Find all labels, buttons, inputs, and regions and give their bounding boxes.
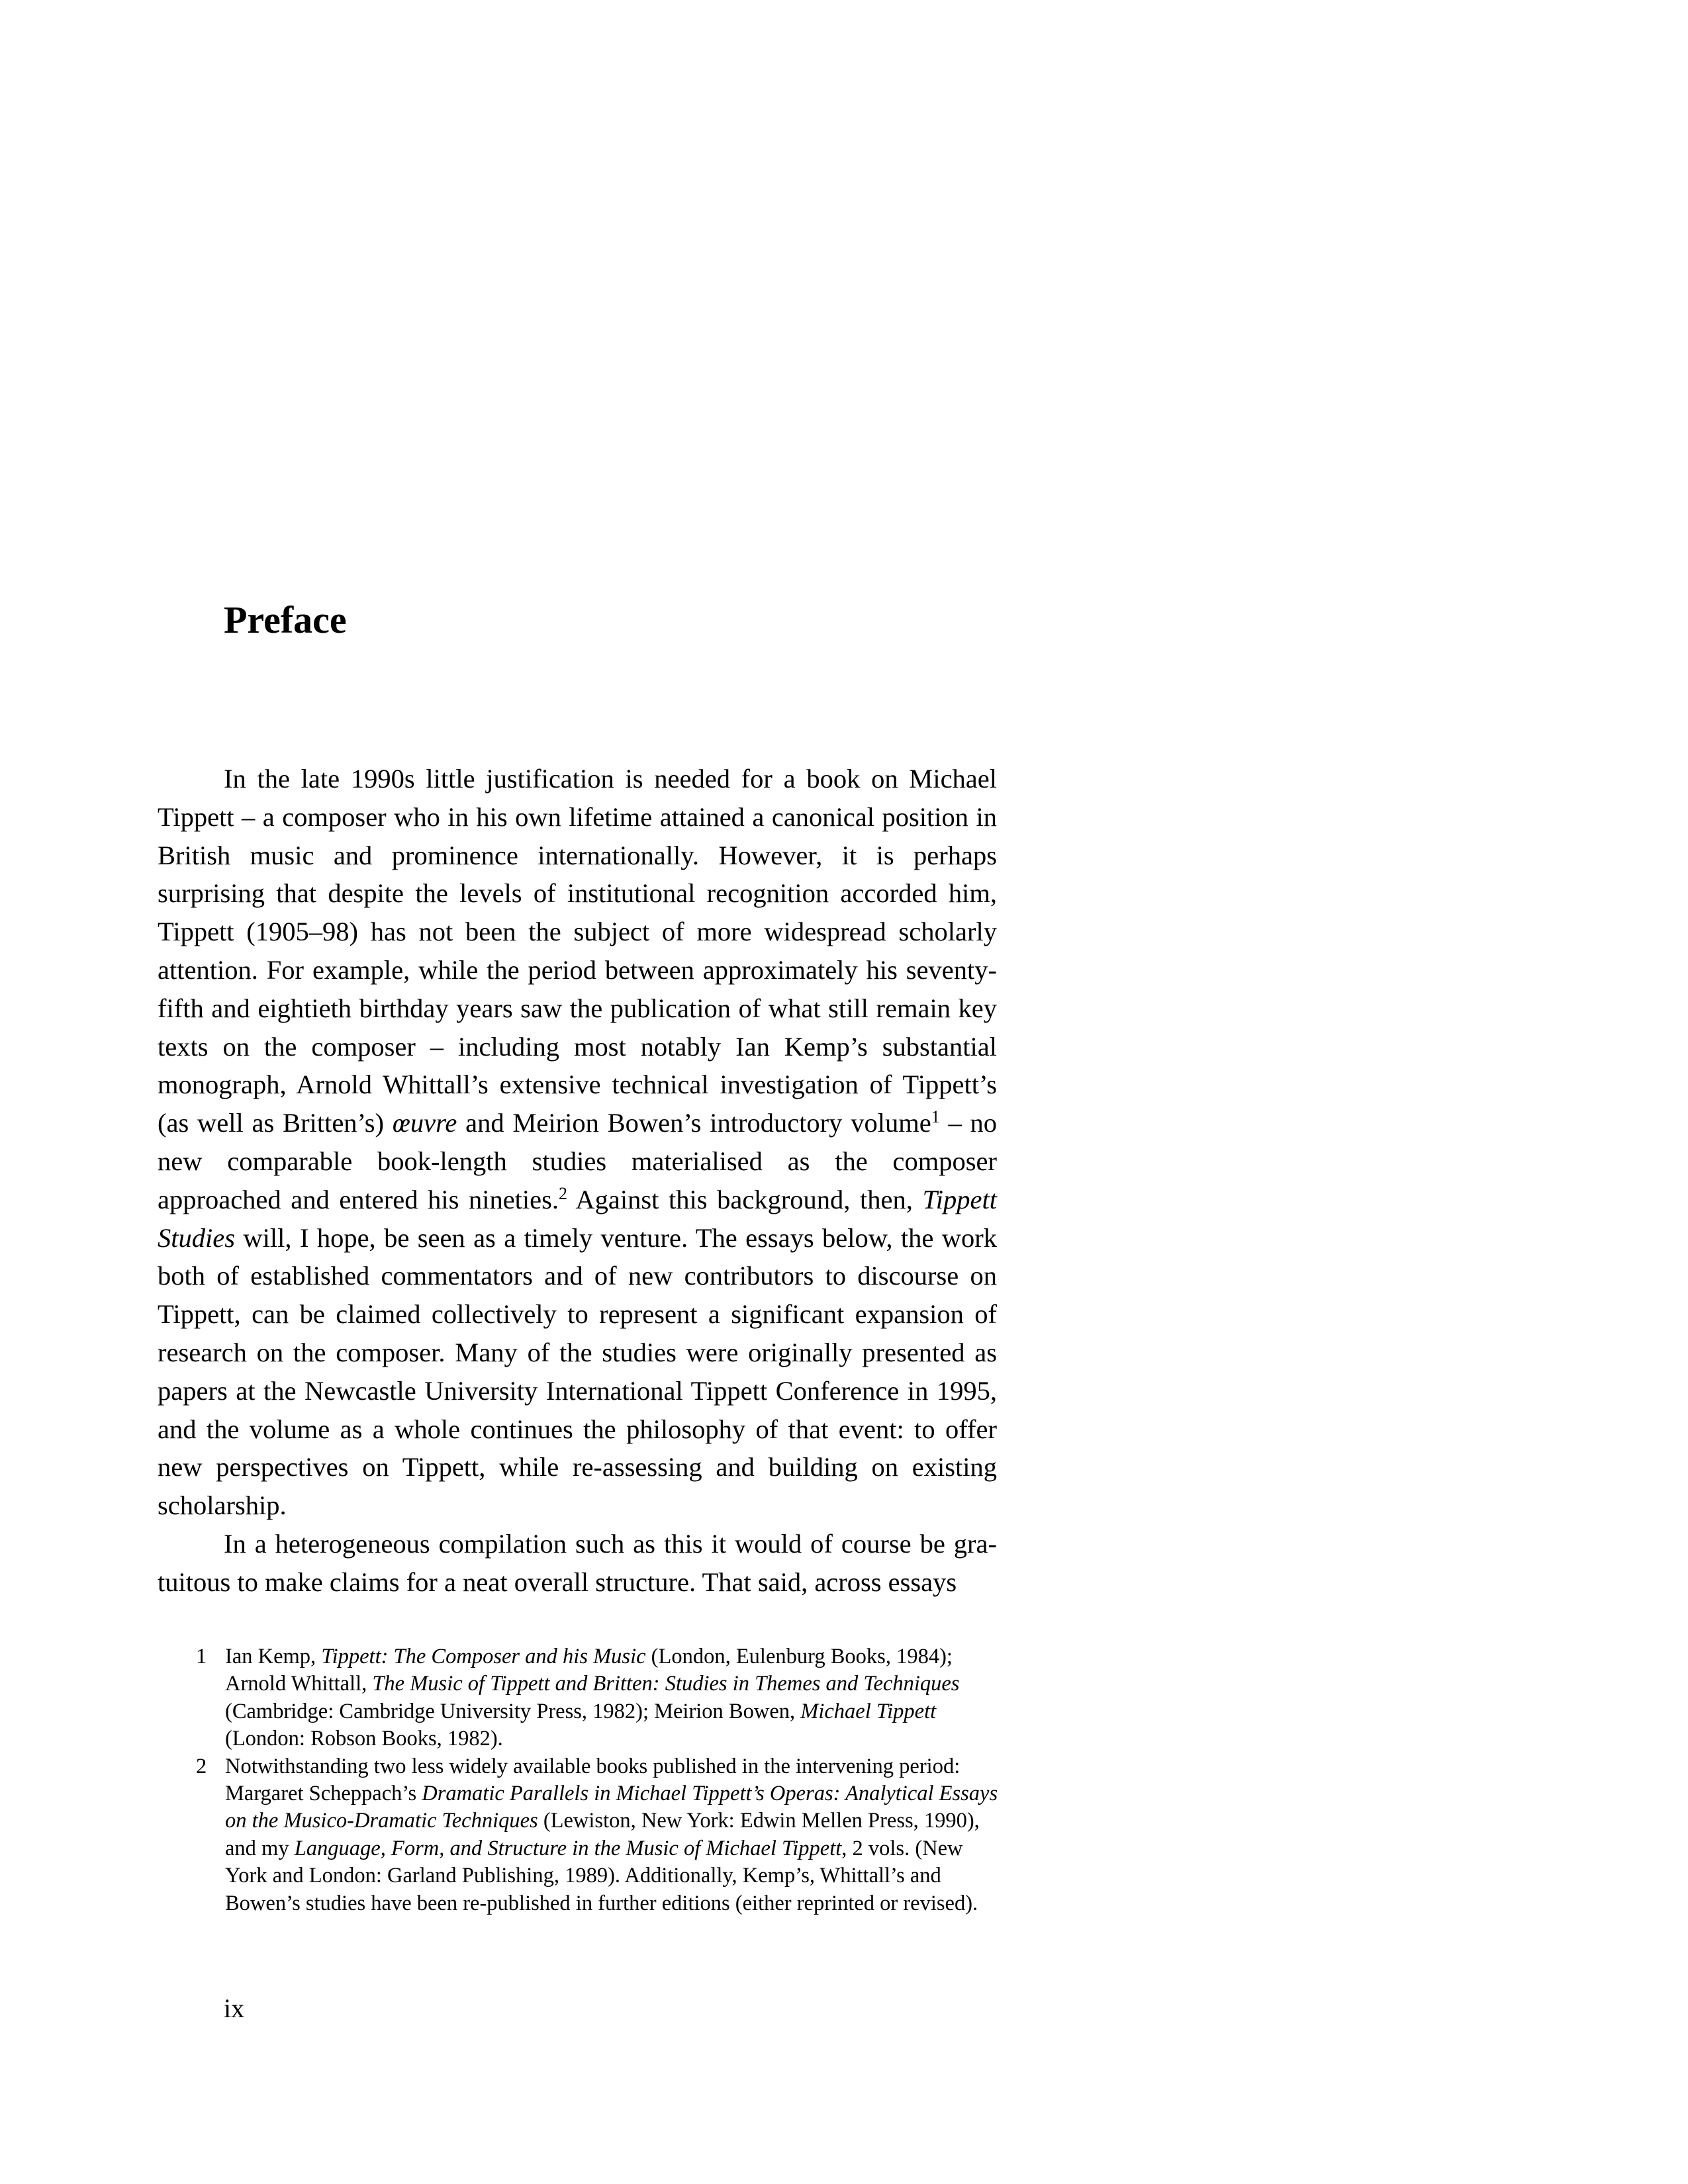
footnote-text: (London, Eulenburg Books, 1984); Arnold Whittall, bbox=[225, 1645, 953, 1696]
page-number: ix bbox=[224, 1993, 245, 2023]
footnote-text: (Cambridge: Cambridge University Press, 1982); Meirion Bowen, bbox=[225, 1699, 801, 1723]
footnote-text: Notwithstanding two less widely available books published in the intervening period: Margaret Scheppach’s bbox=[225, 1754, 961, 1806]
p1-text-d: Against this background, then, bbox=[567, 1184, 923, 1214]
footnote-italic: Tippett: The Composer and his Music bbox=[321, 1645, 646, 1668]
p1-text-b: and Meirion Bowen’s introductory volume bbox=[457, 1108, 931, 1138]
p1-text-a: In the late 1990s little justification is needed for a book on Michael Tippett – a composer who in his own lifetime attained a canonical position in British music and prominence internationally. However, it is perhaps surprising that despite the levels of institutional recognition accorded him, Tippett (1905–98) has not been the subject of more widespread scholarly attention. For example, while the period between approximately his seventy-fifth and eightieth birthday years saw the publication of what still remain key texts on the composer – including most notably Ian Kemp’s substantial monograph, Arnold Whittall’s extensive technical investigation of Tippett’s (as well as Britten’s) bbox=[158, 764, 997, 1138]
footnote-italic: Michael Tippett bbox=[800, 1699, 937, 1723]
footnote-italic: Language, Form, and Structure in the Music of Michael Tippett bbox=[294, 1836, 842, 1860]
p1-text-e: will, I hope, be seen as a timely venture. The essays below, the work both of established commentators and of new contributors to discourse on Tippett, can be claimed collectively to represent a significant expansion of research on the composer. Many of the studies were originally presented as papers at the Newcastle University International Tippett Conference in 1995, and the volume as a whole continues the philosophy of that event: to offer new perspectives on Tippett, while re-assessing and building on existing scholarship. bbox=[158, 1222, 997, 1521]
footnote-2 bbox=[196, 1753, 1002, 1917]
footnote-number: 1 bbox=[196, 1645, 207, 1668]
paragraph-2: In a heterogeneous compilation such as this it would of course be gratuitous to make claims for a neat overall structure. That said, across essays bbox=[158, 1528, 997, 1597]
footnote-italic: Dramatic Parallels in Michael Tippett’s Operas: Analytical Essays on the Musico-Dramatic Techniques bbox=[225, 1782, 998, 1833]
footnote-ref-1[interactable]: 1 bbox=[931, 1107, 940, 1127]
footnote-ref-2[interactable]: 2 bbox=[559, 1183, 568, 1203]
footnote-number: 2 bbox=[196, 1754, 207, 1778]
p1-italic-book-title: Tippett Studies bbox=[158, 1184, 998, 1253]
footnote-1 bbox=[196, 1643, 1002, 1753]
p1-text-c: – no new comparable book-length studies materialised as the composer approached and entered his nineties. bbox=[158, 1108, 998, 1214]
footnote-italic: The Music of Tippett and Britten: Studies in Themes and Techniques bbox=[372, 1672, 960, 1696]
page-title: Preface bbox=[224, 598, 347, 641]
footnote-text: (London: Robson Books, 1982). bbox=[225, 1727, 503, 1751]
footnotes bbox=[196, 1643, 1002, 1917]
p1-italic-oeuvre: œuvre bbox=[392, 1108, 457, 1138]
footnote-text: (Lewiston, New York: Edwin Mellen Press, 1990), and my bbox=[225, 1809, 980, 1860]
footnote-text: Ian Kemp, bbox=[225, 1645, 322, 1668]
footnote-text: , 2 vols. (New York and London: Garland Publishing, 1989). Additionally, Kemp’s, Whittall’s and Bowen’s studies have been re-published in further editions (either reprinted or revised). bbox=[225, 1836, 978, 1915]
body-text bbox=[158, 760, 997, 1602]
paragraph-1 bbox=[158, 760, 997, 1525]
